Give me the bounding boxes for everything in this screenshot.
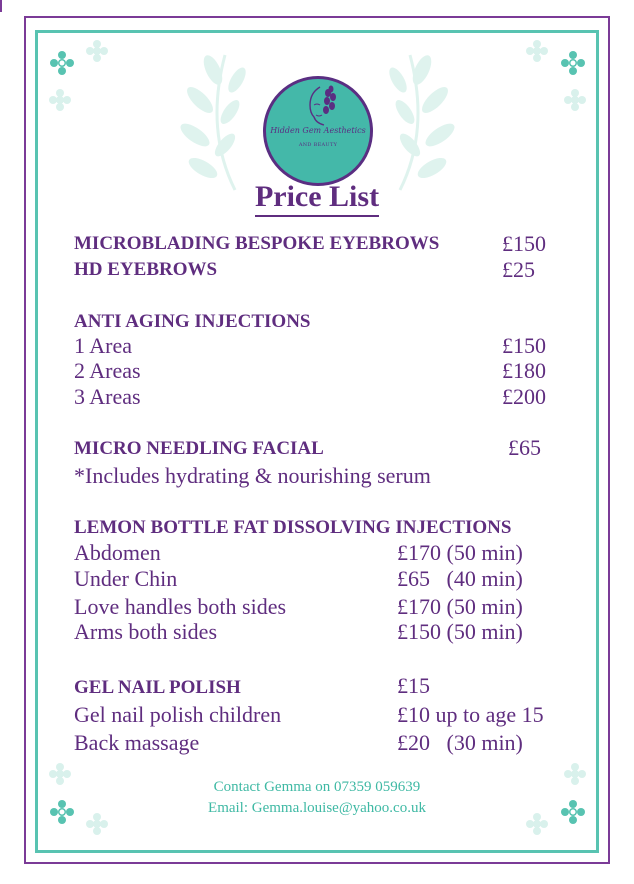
leaf-branch-left-icon xyxy=(175,50,255,195)
gel-nail-heading: GEL NAIL POLISH xyxy=(74,677,241,698)
contact-email: Email: Gemma.louise@yahoo.co.uk xyxy=(208,800,426,816)
list-item-label: Love handles both sides xyxy=(74,594,287,619)
microblading-label: MICROBLADING BESPOKE EYEBROWS xyxy=(74,233,440,254)
anti-aging-heading: ANTI AGING INJECTIONS xyxy=(74,311,311,332)
micro-needling-price: £65 xyxy=(508,435,541,460)
list-item-label: Arms both sides xyxy=(74,619,217,644)
list-item-price: £20 (30 min) xyxy=(397,730,523,755)
list-item-price: £170 (50 min) xyxy=(397,540,523,565)
list-item-price: £150 (50 min) xyxy=(397,619,523,644)
list-item-price: £150 xyxy=(502,333,546,358)
hd-eyebrows-price: £25 xyxy=(502,257,535,282)
flower-icon xyxy=(564,89,586,111)
list-item-label: Abdomen xyxy=(74,540,161,565)
list-item-label: Back massage xyxy=(74,730,200,755)
flower-icon xyxy=(49,89,71,111)
flower-icon xyxy=(50,51,74,75)
hd-eyebrows-label: HD EYEBROWS xyxy=(74,259,218,280)
list-item-price: £65 (40 min) xyxy=(397,566,523,591)
decor-top-left xyxy=(42,38,122,118)
gel-nail-price: £15 xyxy=(397,673,430,698)
leaf-branch-right-icon xyxy=(380,50,460,195)
flower-icon xyxy=(526,40,548,62)
page-title: Price List xyxy=(0,180,634,214)
lemon-bottle-heading: LEMON BOTTLE FAT DISSOLVING INJECTIONS xyxy=(74,517,512,538)
list-item-label: 1 Area xyxy=(74,333,133,358)
logo-name: Hidden Gem Aesthetics xyxy=(270,126,366,135)
list-item-label: Gel nail polish children xyxy=(74,702,282,727)
flower-icon xyxy=(86,40,108,62)
micro-needling-note: *Includes hydrating & nourishing serum xyxy=(74,463,431,488)
list-item-price: £200 xyxy=(502,384,546,409)
contact-phone: Contact Gemma on 07359 059639 xyxy=(213,779,421,795)
list-item-price: £170 (50 min) xyxy=(397,594,523,619)
logo xyxy=(263,76,373,186)
list-item-price: £10 up to age 15 xyxy=(397,702,544,727)
list-item-label: Under Chin xyxy=(74,566,178,591)
list-item-price: £180 xyxy=(502,358,546,383)
flower-icon xyxy=(561,51,585,75)
logo-subtitle: AND BEAUTY xyxy=(298,142,338,148)
microblading-price: £150 xyxy=(502,231,546,256)
micro-needling-heading: MICRO NEEDLING FACIAL xyxy=(74,438,324,459)
face-lavender-icon xyxy=(296,83,346,129)
decor-top-right xyxy=(515,38,595,118)
corner-mark xyxy=(0,0,2,12)
list-item-label: 2 Areas xyxy=(74,358,141,383)
list-item-label: 3 Areas xyxy=(74,384,141,409)
